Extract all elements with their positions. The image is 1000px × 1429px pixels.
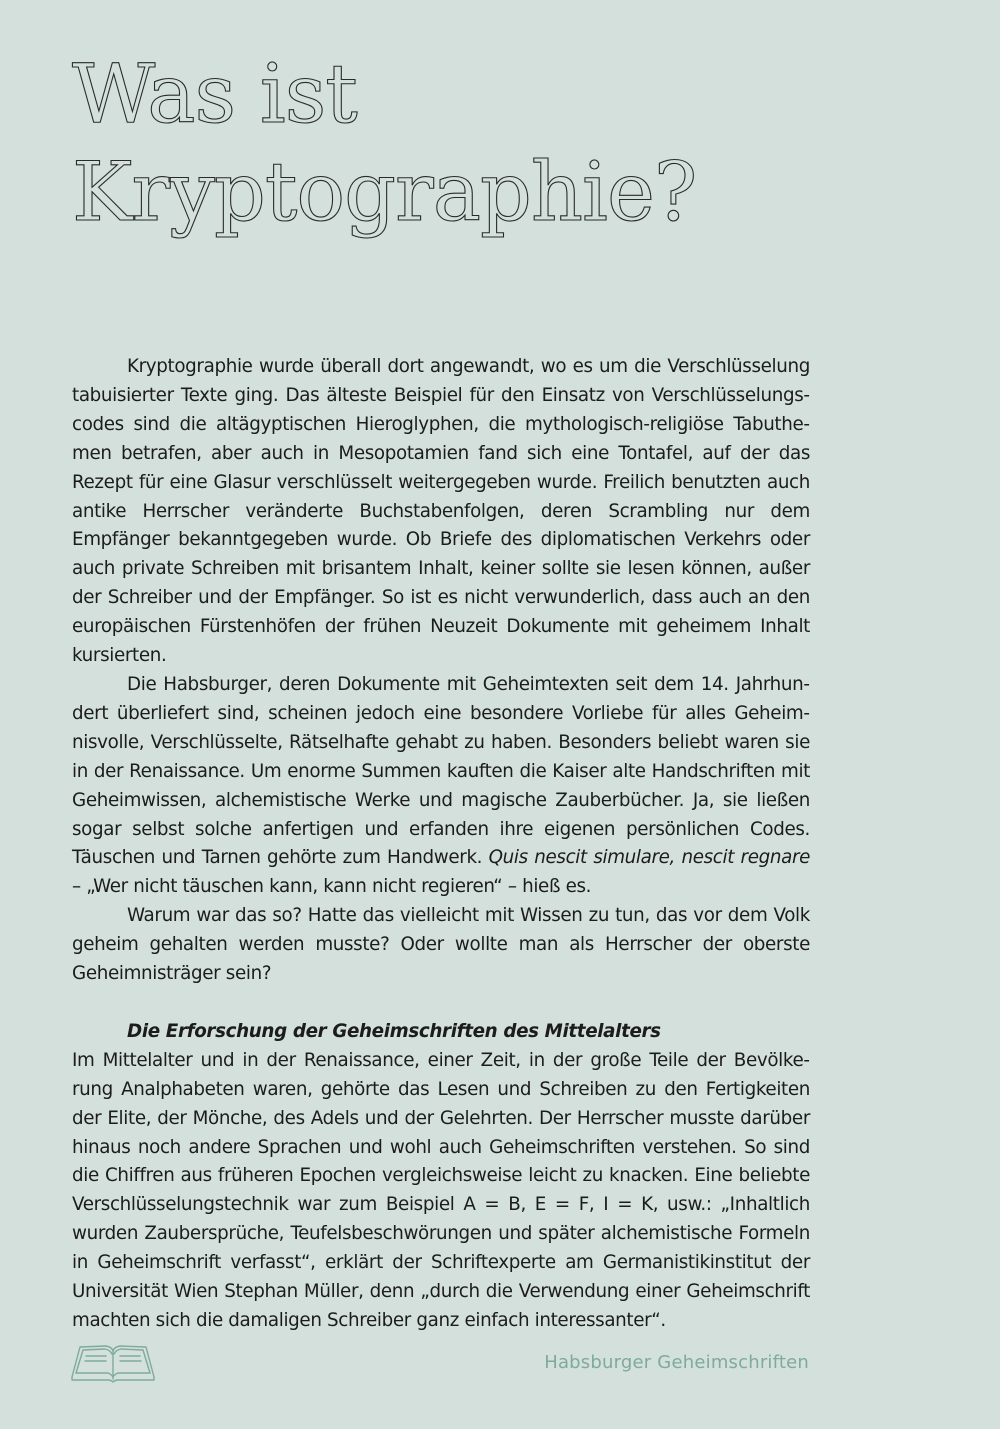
paragraph-questions: Warum war das so? Hatte das vielleicht mit Wissen zu tun, das vor dem Volk geheim gehalten werden musste? Oder wollte man als Herrscher der oberste Geheimnisträger sein?	[72, 905, 810, 985]
article-body	[72, 353, 810, 1336]
quote-translation: – „Wer nicht täuschen kann, kann nicht regieren“ – hieß es.	[72, 876, 592, 898]
paragraph-habsburg-text: Die Habsburger, deren Dokumente mit Geheimtexten seit dem 14. Jahrhundert überliefert sind, scheinen jedoch eine besondere Vorliebe für alles Geheimnisvolle, Verschlüsselte, Rätselhafte gehabt zu haben. Besonders beliebt waren sie in der Renaissance. Um enorme Summen kauften die Kaiser alte Handschriften mit Geheimwissen, alchemistische Werke und magische Zauberbücher. Ja, sie ließen sogar selbst solche anfertigen und erfanden ihre eigenen persönlichen Codes. Täuschen und Tarnen gehörte zum Handwerk.	[72, 673, 810, 869]
title-line-1: Was ist	[72, 48, 357, 142]
paragraph-middle-ages: Im Mittelalter und in der Renaissance, einer Zeit, in der große Teile der Bevölkerung Analphabeten waren, gehörte das Lesen und Schreiben zu den Fertigkeiten der Elite, der Mönche, des Adels und der Gelehrten. Der Herrscher musste darüber hinaus noch andere Sprachen und wohl auch Geheimschriften verstehen. So sind die Chiffren aus früheren Epochen vergleichsweise leicht zu knacken. Eine beliebte Verschlüsselungstechnik war zum Beispiel A = B, E = F, I = K, usw.: „Inhaltlich wurden Zaubersprüche, Teufelsbeschwörungen und später alchemistische Formeln in Geheimschrift verfasst“, erklärt der Schriftexperte am Germanistikinstitut der Universität Wien Stephan Müller, denn „durch die Verwendung einer Geheimschrift machten sich die damaligen Schreiber ganz einfach interessanter“.	[72, 1049, 810, 1331]
page-title	[72, 46, 696, 242]
title-line-2: Kryptographie?	[72, 146, 697, 240]
paragraph-intro: Kryptographie wurde überall dort angewandt, wo es um die Verschlüsselung tabuisierter Texte ging. Das älteste Beispiel für den Einsatz von Verschlüsselungscodes sind die altägyptischen Hieroglyphen, die mythologisch-religiöse Tabuthemen betrafen, aber auch in Mesopotamien fand sich eine Tontafel, auf der das Rezept für eine Glasur verschlüsselt weitergegeben wurde. Freilich benutzten auch antike Herrscher veränderte Buchstabenfolgen, deren Scrambling nur dem Empfänger bekanntgegeben wurde. Ob Briefe des diplomatischen Verkehrs oder auch private Schreiben mit brisantem Inhalt, keiner sollte sie lesen können, außer der Schreiber und der Empfänger. So ist es nicht verwunderlich, dass auch an den europäischen Fürstenhöfen der frühen Neuzeit Dokumente mit geheimem Inhalt kursierten.	[72, 356, 810, 667]
footer-running-title: Habsburger Geheimschriften	[544, 1352, 809, 1373]
open-book-icon	[70, 1343, 156, 1383]
section-heading: Die Erforschung der Geheimschriften des Mittelalters	[127, 1020, 661, 1042]
paragraph-habsburg	[72, 671, 810, 902]
latin-quote: Quis nescit simulare, nescit regnare	[488, 847, 811, 869]
